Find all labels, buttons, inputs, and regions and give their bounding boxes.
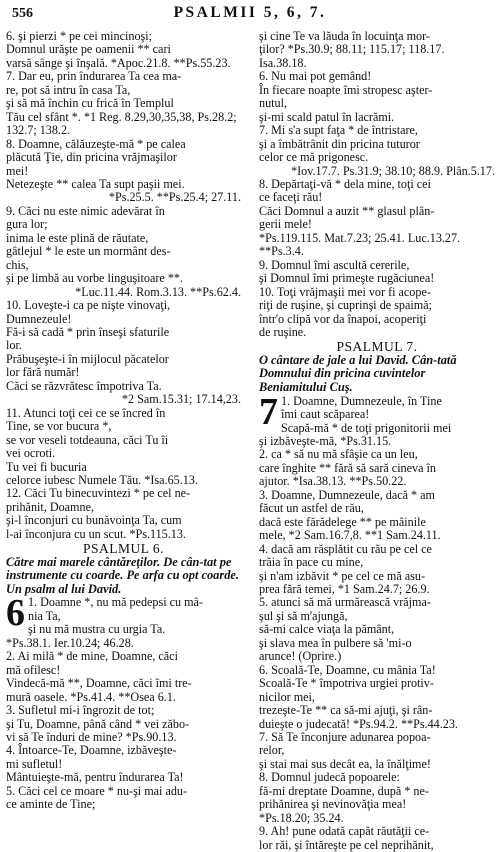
verse-line: 1. Doamne, Dumnezeule, în Tine [281, 393, 442, 408]
verse-line: şi Tu, Doamne, până când * vei zăbo- [6, 716, 190, 731]
verse-line: 8. Depărtaţi-vă * dela mine, toţi cei [259, 176, 431, 191]
verse-line: dacă este fărădelege ** pe mâinile [259, 514, 426, 529]
verse-line: gâtlejul * le este un mormânt des- [6, 244, 171, 259]
verse-line: de ruşine. [259, 324, 307, 339]
verse-line: şul şi să m'ajungă, [259, 608, 348, 623]
verse-line: trezeşte-Te ** ca să-mi ajuţi, şi rân- [259, 703, 433, 718]
verse-line: mură oasele. *Ps.41.4. **Osea 6.1. [6, 689, 176, 704]
verse-line: *2 Sam.15.31; 17.14,23. [121, 392, 241, 407]
verse-line: şi Domnul îmi primeşte rugăciunea! [259, 271, 435, 286]
verse-line: nutul, [259, 96, 287, 111]
verse-line: 132.7; 138.2. [6, 123, 71, 138]
verse-line: Căci Domnul a auzit ** glasul plân- [259, 203, 435, 218]
verse-line: 9. Ah! pune odată capăt răutăţii ce- [259, 824, 430, 839]
left-column [6, 30, 241, 812]
verse-line: Căci se răzvrătesc împotriva Ta. [6, 378, 162, 393]
verse-line: gerii mele! [259, 217, 312, 232]
verse-line: Tău cel sfânt *. *1 Reg. 8.29,30,35,38, Ps.28.2; [6, 109, 237, 124]
verse-line: re, pot să intru în casa Ta, [6, 82, 131, 97]
verse-line: care înghite ** fără să sară cineva în [259, 460, 436, 475]
verse-line: prihănit, Doamne, [6, 499, 94, 514]
verse-line: *Ps.38.1. Ier.10.24; 46.28. [6, 635, 134, 650]
verse-line: şi pe limbă au vorbe linguşitoare **. [6, 271, 184, 286]
psalm-7-body [259, 390, 495, 852]
verse-line: 6. Scoală-Te, Doamne, cu mânia Ta! [259, 662, 436, 677]
verse-line: şi cine Te va lăuda în locuinţa mor- [259, 29, 430, 43]
verse-line: şi slava mea în pulbere să 'mi-o [259, 635, 412, 650]
verse-line: 6. Nu mai pot gemând! [259, 69, 372, 84]
verse-line: inima le este plină de răutate, [6, 230, 149, 245]
verse-line: plăcută Ţie, din pricina vrăjmaşilor [6, 150, 177, 165]
verse-line: *Ps.119.115. Mat.7.23; 25.41. Luc.13.27. **Ps.3.4. [259, 230, 461, 259]
verse-line: Dumnezeule! [6, 311, 72, 326]
verse-line: 3. Sufletul mi-i îngrozit de tot; [6, 703, 155, 718]
verse-line: mele, *2 Sam.16.7,8. **1 Sam.24.11. [259, 528, 441, 543]
verse-line: lor fără număr! [6, 365, 80, 380]
verse-line: nicilor mei, [259, 689, 315, 704]
verse-line: ajutor. *Isa.38.13. **Ps.50.22. [259, 474, 407, 489]
psalm-7-drop-numeral: 7 [259, 390, 278, 433]
verse-line: 3. Doamne, Dumnezeule, dacă * am [259, 487, 435, 502]
verse-line: trăia în pace cu mine, [259, 555, 364, 570]
verse-line: ce faceţi rău! [259, 190, 323, 205]
verse-line: Vindecă-mă **, Doamne, căci îmi tre- [6, 676, 192, 691]
verse-line: şi-l înconjuri cu bunăvoinţa Ta, cum [6, 513, 182, 528]
verse-line: să-mi calce viaţa la pământ, [259, 622, 395, 637]
verse-line: nia Ta, [28, 608, 61, 623]
verse-line: mi sufletul! [6, 756, 63, 771]
psalm-6-intro: Către mai marele cântăreţilor. De cân-tat pe instrumente cu coarde. Pe arfa cu opt coarde. Un psalm al lui David. [6, 554, 239, 596]
verse-line: făcut un astfel de rău, [259, 501, 364, 516]
verse-line: 11. Atunci toţi cei ce se încred în [6, 405, 166, 420]
verse-line: 1. Doamne *, nu mă pedepsi cu mâ- [28, 595, 203, 610]
verse-line: 10. Toţi vrăjmaşii mei vor fi acope- [259, 284, 431, 299]
verse-line: 5. atunci să mă urmărească vrăjma- [259, 595, 431, 610]
verse-line: Mântuieşte-mă, pentru îndurarea Ta! [6, 770, 184, 785]
verse-line: fă-mi dreptate Doamne, după * ne- [259, 783, 429, 798]
verse-line: se vor veseli totdeauna, căci Tu îi [6, 432, 169, 447]
verse-line: arunce! (Oprire.) [259, 649, 342, 664]
verse-line: *Iov.17.7. Ps.31.9; 38.10; 88.9. Plân.5.17. [291, 163, 495, 178]
verse-line: mă ofilesc! [6, 662, 61, 677]
verse-line: vi să Te înduri de mine? *Ps.90.13. [6, 729, 177, 744]
running-title: PSALMII 5, 6, 7. [173, 4, 327, 21]
verse-line: şi izbăveşte-mă, *Ps.31.15. [259, 434, 392, 449]
verse-line: Domnul urăşte pe oamenii ** cari [6, 42, 171, 57]
verse-line: prea fără temei, *1 Sam.24.7; 26.9. [259, 582, 430, 596]
verse-line: 7. Mi s'a supt faţa * de întristare, [259, 123, 418, 138]
verse-line: duieşte o judecată! *Ps.94.2. **Ps.44.23. [259, 716, 458, 731]
verse-line: varsă sânge şi înşală. *Apoc.21.8. **Ps.55.23. [6, 55, 231, 70]
verse-line: îmi caut scăparea! [281, 407, 370, 422]
verse-line: Fă-i să cadă * prin înseşi sfaturile [6, 324, 170, 339]
verse-line: mei! [6, 163, 29, 178]
psalm-7-intro: O cântare de jale a lui David. Cân-tată Domnului din pricina cuvintelor Beniamitului Cuş. [259, 352, 457, 395]
verse-line: 8. Domnul judecă popoarele: [259, 770, 400, 785]
verse-line: *Luc.11.44. Rom.3.13. **Ps.62.4. [75, 284, 241, 299]
verse-line: gura lor; [6, 217, 48, 232]
verse-line: celor ce mă prigonesc. [259, 150, 369, 165]
psalm-6-drop-numeral: 6 [6, 592, 25, 635]
verse-line: 8. Doamne, călăuzeşte-mă * pe calea [6, 136, 186, 151]
verse-line: vei ocroti. [6, 446, 56, 461]
verse-line: şi stai mai sus decât ea, la înălţime! [259, 756, 431, 771]
verse-line: *Ps.18.20; 35.24. [259, 810, 344, 825]
verse-line: relor, [259, 743, 285, 758]
verse-line: În fiecare noapte îmi stropesc aşter- [259, 82, 433, 97]
verse-line: 4. Întoarce-Te, Doamne, izbăveşte- [6, 743, 177, 758]
verse-line: Scapă-mă * de toţi prigonitorii mei [281, 420, 452, 435]
verse-line: celorce iubesc Numele Tău. *Isa.65.13. [6, 472, 198, 487]
verse-line: lor răi, şi întăreşte pe cel neprihănit, [259, 837, 434, 852]
page-header [8, 4, 492, 26]
verse-line: Prăbuşeşte-i în mijlocul păcatelor [6, 351, 169, 366]
psalm-5-continuation [6, 30, 241, 541]
verse-line: 7. Dar eu, prin îndurarea Ta cea ma- [6, 69, 182, 84]
verse-line: 5. Căci cel ce moare * nu-şi mai adu- [6, 783, 188, 798]
verse-line: 9. Domnul îmi ascultă cererile, [259, 257, 410, 272]
verse-line: şi n'am izbăvit * pe cel ce mă asu- [259, 568, 426, 583]
verse-line: Tu vei fi bucuria [6, 459, 87, 474]
verse-line: l-ai înconjura cu un scut. *Ps.115.13. [6, 526, 186, 541]
verse-line: chis, [6, 257, 29, 272]
verse-line: şi-mi scald patul în lacrămi. [259, 109, 395, 124]
verse-line: 2. ca * să nu mă sfâşie ca un leu, [259, 447, 418, 462]
verse-line: lor. [6, 338, 22, 353]
verse-line: Netezeşte ** calea Ta supt paşii mei. [6, 176, 185, 191]
verse-line: 10. Loveşte-i ca pe nişte vinovaţi, [6, 298, 171, 313]
verse-line: 7. Să Te înconjure adunarea popoa- [259, 729, 431, 744]
psalm-6-body [6, 592, 241, 812]
right-column [259, 30, 495, 852]
verse-line: şi nu mă mustra cu urgia Ta. [28, 622, 166, 637]
verse-line: şi a îmbătrânit din pricina tuturor [259, 136, 420, 151]
page-number: 556 [12, 6, 33, 21]
verse-line: 12. Căci Tu binecuvintezi * pe cel ne- [6, 486, 191, 501]
verse-line: ţilor? *Ps.30.9; 88.11; 115.17; 118.17. Isa.38.18. [259, 42, 445, 70]
verse-line: într'o clipă vor da înapoi, acoperiţi [259, 311, 427, 326]
verse-line: şi să mă închin cu frică în Templul [6, 96, 174, 111]
verse-line: Tine, se vor bucura *, [6, 419, 112, 434]
verse-line: prihănirea şi nevinovăţia mea! [259, 797, 407, 812]
psalm-6-continuation [259, 30, 495, 339]
verse-line: 9. Căci nu este nimic adevărat în [6, 203, 165, 218]
verse-line: 2. Ai milă * de mine, Doamne, căci [6, 649, 178, 664]
verse-line: 4. dacă am răsplătit cu rău pe cel ce [259, 541, 432, 556]
verse-line: ce aminte de Tine; [6, 797, 96, 812]
psalm-7-title: PSALMUL 7. [336, 339, 418, 355]
verse-line: riţi de ruşine, şi cuprinşi de spaimă; [259, 298, 432, 313]
psalm-6-title: PSALMUL 6. [82, 541, 164, 557]
verse-line: Scoală-Te * împotriva urgiei protiv- [259, 676, 434, 691]
verse-line: 6. şi pierzi * pe cei mincinoşi; [6, 29, 152, 43]
verse-line: *Ps.25.5. **Ps.25.4; 27.11. [108, 190, 241, 205]
